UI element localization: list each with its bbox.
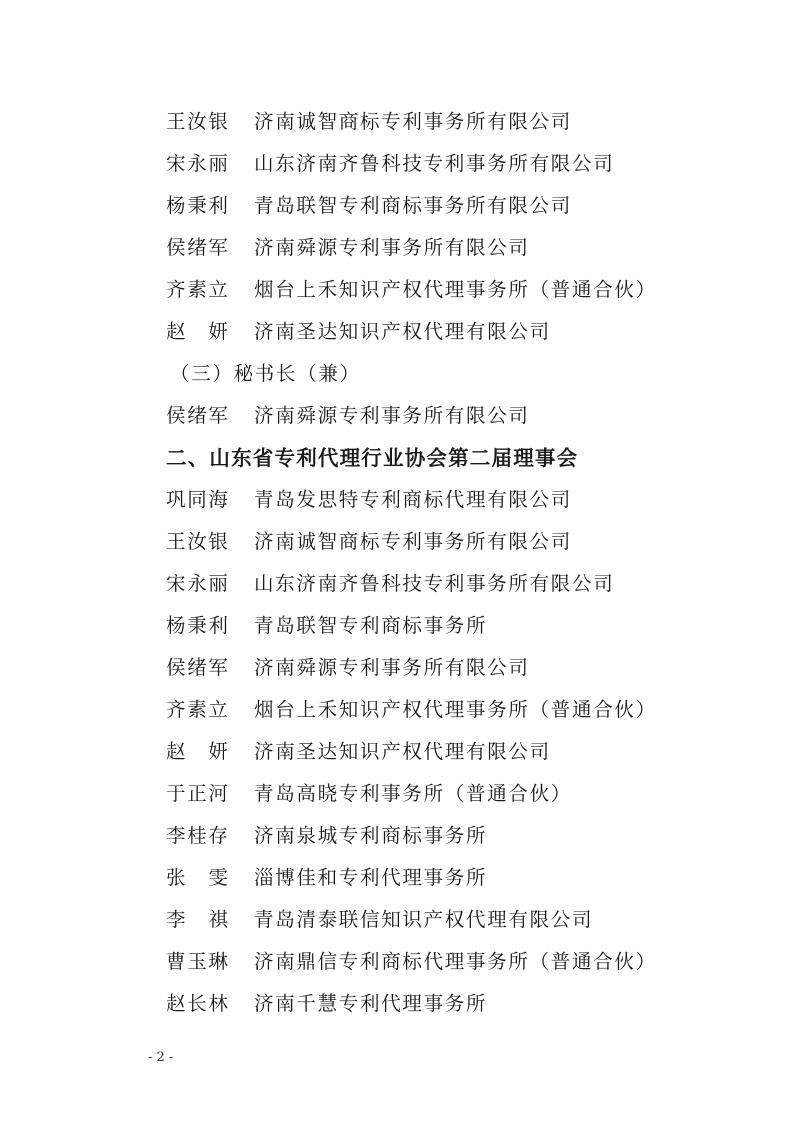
- member-entry: [166, 568, 614, 596]
- member-entry: [166, 862, 487, 890]
- member-entry: [166, 190, 572, 218]
- member-name: 李桂存: [166, 824, 230, 847]
- member-name: 王汝银: [166, 530, 230, 553]
- member-entry: [166, 820, 487, 848]
- member-organization: 山东济南齐鲁科技专利事务所有限公司: [254, 152, 615, 175]
- member-entry: [166, 148, 614, 176]
- member-entry: [166, 652, 530, 680]
- member-name: 宋永丽: [166, 572, 230, 595]
- member-entry: [166, 316, 551, 344]
- member-entry: [166, 400, 530, 428]
- member-entry: [166, 778, 572, 806]
- member-name: 赵 妍: [166, 320, 230, 343]
- member-entry: [166, 610, 487, 638]
- member-name: 宋永丽: [166, 152, 230, 175]
- member-organization: 济南泉城专利商标事务所: [254, 824, 488, 847]
- member-organization: 济南诚智商标专利事务所有限公司: [254, 530, 573, 553]
- member-organization: 淄博佳和专利代理事务所: [254, 866, 488, 889]
- member-organization: 青岛高晓专利事务所（普通合伙）: [254, 782, 573, 805]
- member-name: 赵 妍: [166, 740, 230, 763]
- member-organization: 青岛联智专利商标事务所: [254, 614, 488, 637]
- member-entry: [166, 526, 572, 554]
- member-name: 杨秉利: [166, 614, 230, 637]
- member-name: 杨秉利: [166, 194, 230, 217]
- member-entry: [166, 274, 657, 302]
- section-subheading: （三）秘书长（兼）: [170, 362, 361, 385]
- member-organization: 山东济南齐鲁科技专利事务所有限公司: [254, 572, 615, 595]
- member-entry: [166, 484, 572, 512]
- member-name: 侯绪军: [166, 656, 230, 679]
- member-name: 齐素立: [166, 698, 230, 721]
- member-name: 巩同海: [166, 488, 230, 511]
- section-heading: 二、山东省专利代理行业协会第二届理事会: [166, 446, 579, 470]
- member-entry: [166, 946, 657, 974]
- member-organization: 济南舜源专利事务所有限公司: [254, 656, 530, 679]
- member-name: 于正河: [166, 782, 230, 805]
- member-organization: 济南舜源专利事务所有限公司: [254, 236, 530, 259]
- member-entry: [166, 106, 572, 134]
- member-name: 赵长林: [166, 992, 230, 1015]
- member-organization: 济南鼎信专利商标代理事务所（普通合伙）: [254, 950, 657, 973]
- member-name: 张 雯: [166, 866, 230, 889]
- member-entry: [166, 988, 487, 1016]
- member-organization: 济南千慧专利代理事务所: [254, 992, 488, 1015]
- member-organization: 青岛联智专利商标事务所有限公司: [254, 194, 573, 217]
- member-organization: 青岛发思特专利商标代理有限公司: [254, 488, 573, 511]
- member-name: 王汝银: [166, 110, 230, 133]
- member-organization: 济南圣达知识产权代理有限公司: [254, 320, 551, 343]
- member-organization: 青岛清泰联信知识产权代理有限公司: [254, 908, 594, 931]
- member-name: 侯绪军: [166, 236, 230, 259]
- member-entry: [166, 694, 657, 722]
- member-name: 齐素立: [166, 278, 230, 301]
- member-entry: [166, 736, 551, 764]
- member-organization: 济南舜源专利事务所有限公司: [254, 404, 530, 427]
- page-number: - 2 -: [148, 1050, 174, 1065]
- member-entry: [166, 904, 593, 932]
- member-name: 李 祺: [166, 908, 230, 931]
- member-name: 侯绪军: [166, 404, 230, 427]
- member-organization: 济南圣达知识产权代理有限公司: [254, 740, 551, 763]
- member-organization: 济南诚智商标专利事务所有限公司: [254, 110, 573, 133]
- member-organization: 烟台上禾知识产权代理事务所（普通合伙）: [254, 278, 657, 301]
- member-organization: 烟台上禾知识产权代理事务所（普通合伙）: [254, 698, 657, 721]
- member-entry: [166, 232, 530, 260]
- member-name: 曹玉琳: [166, 950, 230, 973]
